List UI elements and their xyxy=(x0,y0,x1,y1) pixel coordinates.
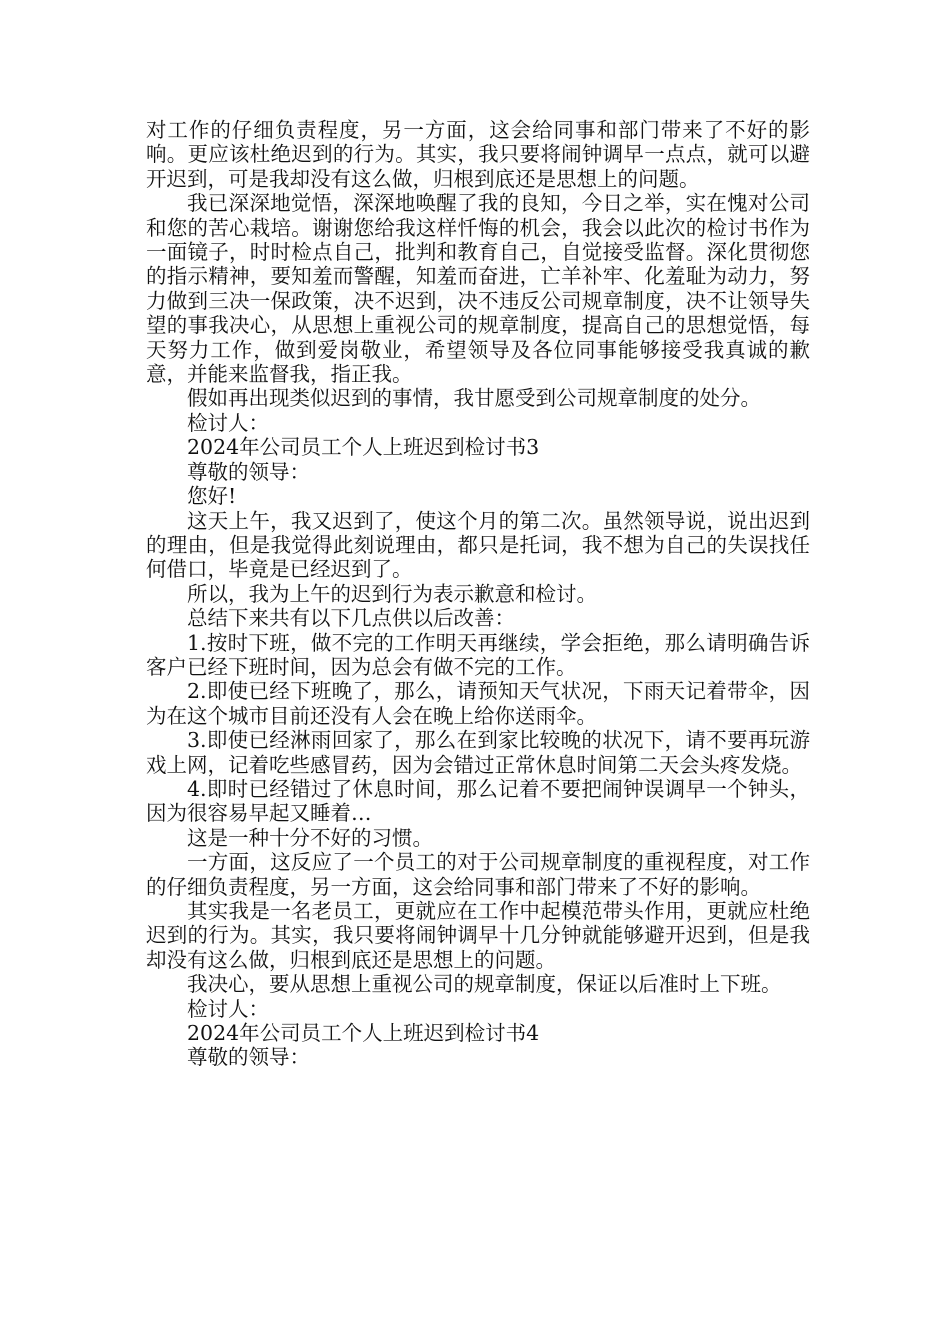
list-item: 3.即使已经淋雨回家了，那么在到家比较晚的状况下，请不要再玩游戏上网，记着吃些感冒药，因为会错过正常休息时间第二天会头疼发烧。 xyxy=(146,728,810,777)
list-item: 2.即使已经下班晚了，那么，请预知天气状况，下雨天记着带伞，因为在这个城市目前还没有人会在晚上给你送雨伞。 xyxy=(146,679,810,728)
paragraph: 我已深深地觉悟，深深地唤醒了我的良知，今日之举，实在愧对公司和您的苦心栽培。谢谢您给我这样忏悔的机会，我会以此次的检讨书作为一面镜子，时时检点自己，批判和教育自己，自觉接受监督。深化贯彻您的指示精神，要知羞而警醒，知羞而奋进，亡羊补牢、化羞耻为动力，努力做到三决一保政策，决不迟到，决不违反公司规章制度，决不让领导失望的事我决心，从思想上重视公司的规章制度，提高自己的思想觉悟，每天努力工作，做到爱岗敬业，希望领导及各位同事能够接受我真诚的歉意，并能来监督我，指正我。 xyxy=(146,191,810,387)
greeting: 您好! xyxy=(187,484,237,509)
signature-line: 检讨人： xyxy=(187,996,269,1021)
signature-line: 检讨人： xyxy=(187,410,269,435)
list-item: 1.按时下班，做不完的工作明天再继续，学会拒绝，那么请明确告诉客户已经下班时间，因为总会有做不完的工作。 xyxy=(146,630,810,679)
document-body xyxy=(146,118,810,1070)
paragraph: 其实我是一名老员工，更就应在工作中起模范带头作用，更就应杜绝迟到的行为。其实，我只要将闹钟调早十几分钟就能够避开迟到，但是我却没有这么做，归根到底还是思想上的问题。 xyxy=(146,899,810,972)
paragraph: 这是一种十分不好的习惯。 xyxy=(187,825,433,850)
salutation: 尊敬的领导： xyxy=(187,459,310,484)
section-heading: 2024年公司员工个人上班迟到检讨书4 xyxy=(187,1021,540,1046)
salutation: 尊敬的领导： xyxy=(187,1045,310,1070)
paragraph: 所以，我为上午的迟到行为表示歉意和检讨。 xyxy=(187,581,597,606)
paragraph: 我决心，要从思想上重视公司的规章制度，保证以后准时上下班。 xyxy=(187,972,782,997)
paragraph: 这天上午，我又迟到了，使这个月的第二次。虽然领导说，说出迟到的理由，但是我觉得此刻说理由，都只是托词，我不想为自己的失误找任何借口，毕竟是已经迟到了。 xyxy=(146,508,810,582)
paragraph: 一方面，这反应了一个员工的对于公司规章制度的重视程度，对工作的仔细负责程度，另一方面，这会给同事和部门带来了不好的影响。 xyxy=(146,850,810,899)
section-heading: 2024年公司员工个人上班迟到检讨书3 xyxy=(187,435,540,460)
list-item: 4.即时已经错过了休息时间，那么记着不要把闹钟误调早一个钟头，因为很容易早起又睡着… xyxy=(146,776,810,826)
paragraph: 总结下来共有以下几点供以后改善： xyxy=(187,606,515,631)
paragraph: 假如再出现类似迟到的事情，我甘愿受到公司规章制度的处分。 xyxy=(187,386,761,411)
paragraph-continuation: 对工作的仔细负责程度，另一方面，这会给同事和部门带来了不好的影响。更应该杜绝迟到的行为。其实，我只要将闹钟调早一点点，就可以避开迟到，可是我却没有这么做，归根到底还是思想上的问题。 xyxy=(146,118,810,191)
